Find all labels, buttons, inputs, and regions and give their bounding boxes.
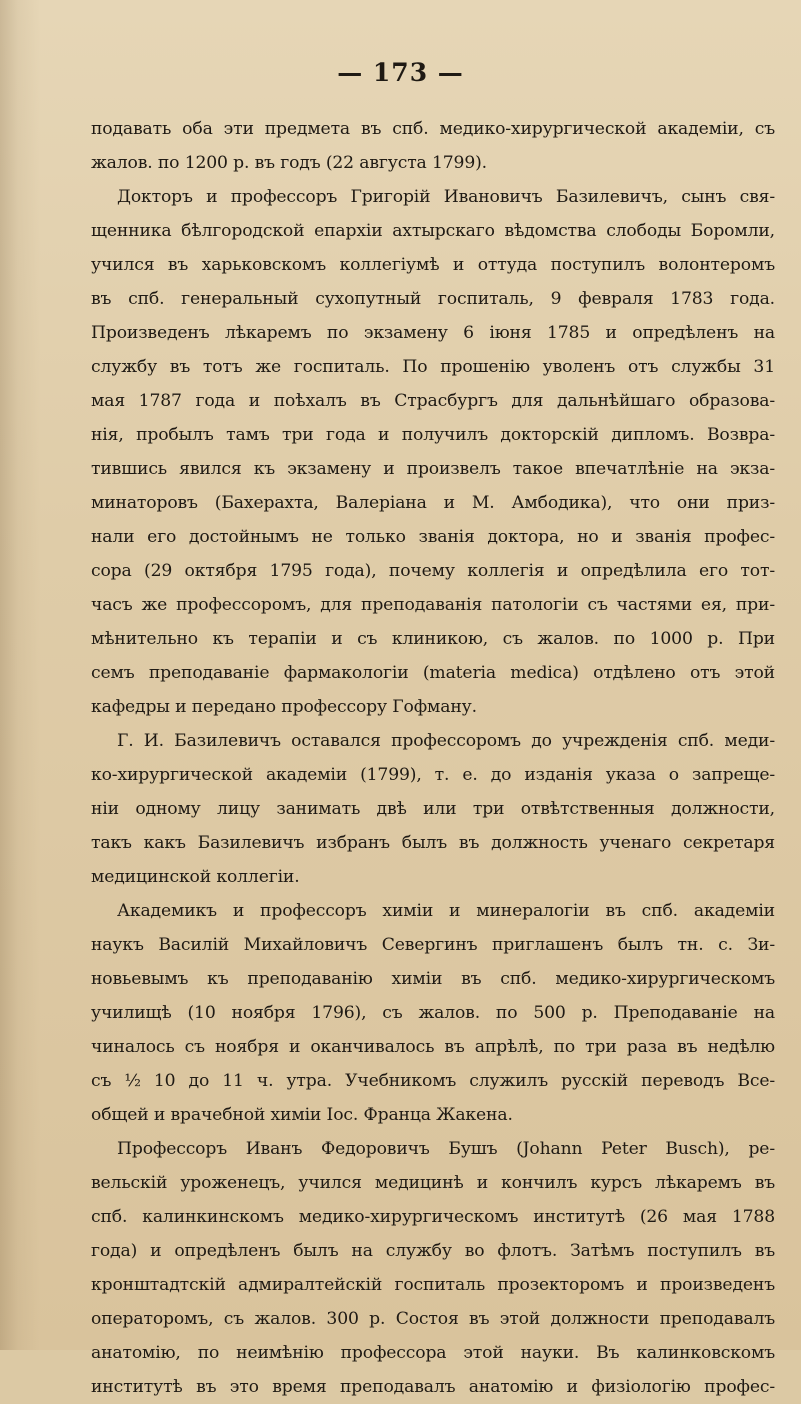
text-line: нали его достойнымъ не только званія доктора, но и званія профес- [91, 527, 775, 547]
text-line: Г. И. Базилевичъ оставался профессоромъ до учрежденія спб. меди- [117, 731, 775, 751]
text-line: операторомъ, съ жалов. 300 р. Состоя въ этой должности преподавалъ [91, 1309, 775, 1329]
text-line: институтѣ въ это время преподавалъ анатомію и физіологію профес- [91, 1377, 775, 1397]
text-line: мая 1787 года и поѣхалъ въ Страсбургъ для дальнѣйшаго образова- [91, 391, 775, 411]
text-line: кронштадтскій адмиралтейскій госпиталь прозекторомъ и произведенъ [91, 1275, 775, 1295]
text-line: часъ же профессоромъ, для преподаванія патологіи съ частями ея, при- [91, 595, 775, 615]
page-number: — 173 — [337, 58, 464, 87]
text-line: года) и опредѣленъ былъ на службу во флотъ. Затѣмъ поступилъ въ [91, 1241, 775, 1261]
text-line: учился въ харьковскомъ коллегіумѣ и оттуда поступилъ волонтеромъ [91, 255, 775, 275]
text-line: щенника бѣлгородской епархіи ахтырскаго вѣдомства слободы Боромли, [91, 221, 775, 241]
text-line: Профессоръ Иванъ Федоровичъ Бушъ (Johann Peter Busch), ре- [117, 1139, 775, 1159]
text-line: минаторовъ (Бахерахта, Валеріана и М. Амбодика), что они приз- [91, 493, 775, 513]
text-line: ніи одному лицу занимать двѣ или три отвѣтственныя должности, [91, 799, 775, 819]
text-line: Докторъ и профессоръ Григорій Ивановичъ Базилевичъ, сынъ свя- [117, 187, 775, 207]
text-line: семъ преподаваніе фармакологіи (materia medica) отдѣлено отъ этой [91, 663, 775, 683]
text-line: службу въ тотъ же госпиталь. По прошенію уволенъ отъ службы 31 [91, 357, 775, 377]
text-line: сора (29 октября 1795 года), почему коллегія и опредѣлила его тот- [91, 561, 775, 581]
text-line: ко-хирургической академіи (1799), т. е. до изданія указа о запреще- [91, 765, 775, 785]
text-line: кафедры и передано профессору Гофману. [91, 697, 477, 717]
text-line: подавать оба эти предмета въ спб. медико-хирургической академіи, съ [91, 119, 775, 139]
text-line: общей и врачебной химіи Іос. Франца Жакена. [91, 1105, 513, 1125]
text-line: анатомію, по неимѣнію профессора этой науки. Въ калинковскомъ [91, 1343, 775, 1363]
text-line: въ спб. генеральный сухопутный госпиталь, 9 февраля 1783 года. [91, 289, 775, 309]
text-line: тившись явился къ экзамену и произвелъ такое впечатлѣніе на экза- [91, 459, 775, 479]
text-line: чиналось съ ноября и оканчивалось въ апрѣлѣ, по три раза въ недѣлю [91, 1037, 775, 1057]
text-line: спб. калинкинскомъ медико-хирургическомъ институтѣ (26 мая 1788 [91, 1207, 775, 1227]
text-line: Произведенъ лѣкаремъ по экзамену 6 іюня 1785 и опредѣленъ на [91, 323, 775, 343]
text-line: вельскій уроженецъ, учился медицинѣ и кончилъ курсъ лѣкаремъ въ [91, 1173, 775, 1193]
text-line: Академикъ и профессоръ химіи и минералогіи въ спб. академіи [117, 901, 775, 921]
text-line: новьевымъ къ преподаванію химіи въ спб. медико-хирургическомъ [91, 969, 775, 989]
text-line: медицинской коллегіи. [91, 867, 300, 887]
text-line: жалов. по 1200 р. въ годъ (22 августа 1799). [91, 153, 487, 173]
text-line: нія, пробылъ тамъ три года и получилъ докторскій дипломъ. Возвра- [91, 425, 775, 445]
text-line: училищѣ (10 ноября 1796), съ жалов. по 500 р. Преподаваніе на [91, 1003, 775, 1023]
text-line: наукъ Василій Михайловичъ Севергинъ приглашенъ былъ тн. с. Зи- [91, 935, 775, 955]
text-line: съ ½ 10 до 11 ч. утра. Учебникомъ служилъ русскій переводъ Все- [91, 1071, 775, 1091]
text-line: такъ какъ Базилевичъ избранъ былъ въ должность ученаго секретаря [91, 833, 775, 853]
body-text [91, 112, 775, 1404]
text-line: мѣнительно къ терапіи и съ клиникою, съ жалов. по 1000 р. При [91, 629, 775, 649]
